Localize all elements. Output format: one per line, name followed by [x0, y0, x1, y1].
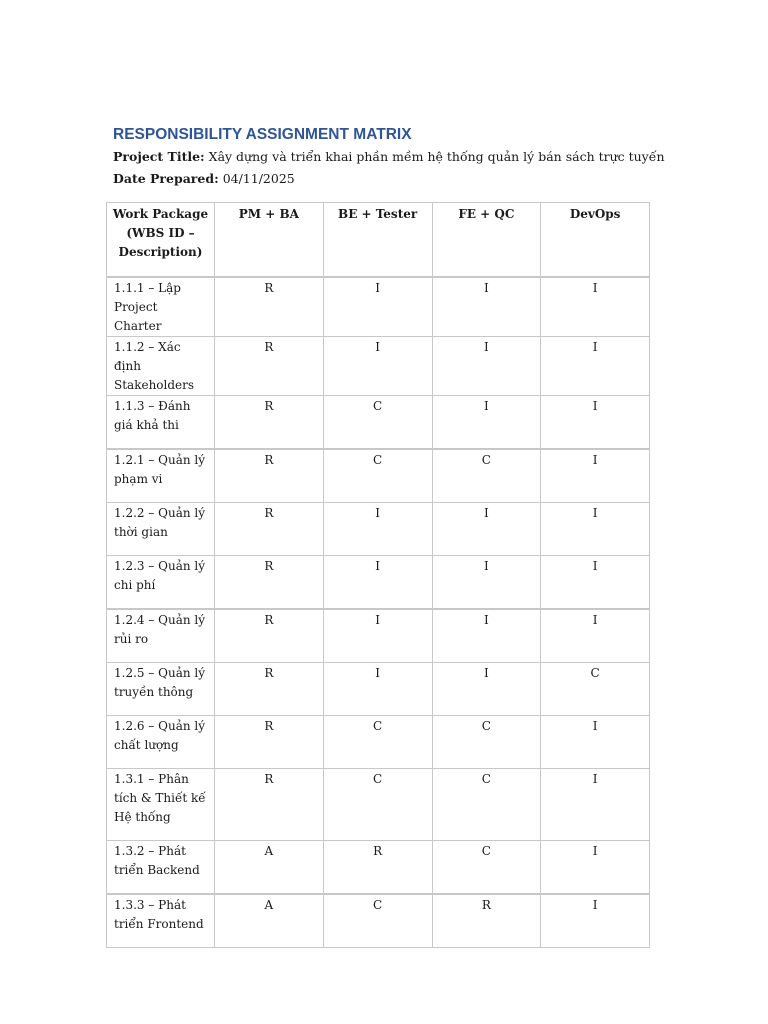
raci-cell: R [323, 841, 432, 895]
raci-cell: I [432, 663, 541, 716]
raci-cell: I [541, 769, 650, 841]
raci-cell: I [541, 716, 650, 769]
raci-cell: I [432, 337, 541, 396]
table-row [107, 663, 650, 716]
table-row [107, 503, 650, 556]
raci-cell: C [432, 769, 541, 841]
work-package-cell: 1.2.1 – Quản lý phạm vi [107, 449, 215, 503]
raci-cell: I [541, 609, 650, 663]
raci-cell: I [323, 609, 432, 663]
header-pm-ba: PM + BA [215, 203, 324, 278]
work-package-cell: 1.3.1 – Phân tích & Thiết kế Hệ thống [107, 769, 215, 841]
raci-cell: I [323, 277, 432, 337]
raci-cell: C [323, 716, 432, 769]
header-be-tester: BE + Tester [323, 203, 432, 278]
raci-cell: I [323, 337, 432, 396]
raci-cell: I [541, 894, 650, 948]
raci-cell: I [541, 277, 650, 337]
raci-cell: I [541, 396, 650, 450]
raci-cell: C [323, 396, 432, 450]
table-row [107, 396, 650, 450]
document-title: RESPONSIBILITY ASSIGNMENT MATRIX [113, 126, 412, 143]
header-devops: DevOps [541, 203, 650, 278]
work-package-cell: 1.2.6 – Quản lý chất lượng [107, 716, 215, 769]
project-title-label: Project Title: [113, 149, 205, 164]
raci-cell: I [323, 663, 432, 716]
project-title-value: Xây dựng và triển khai phần mềm hệ thống quản lý bán sách trực tuyến [208, 149, 665, 164]
raci-cell: I [323, 503, 432, 556]
table-row [107, 609, 650, 663]
date-prepared-label: Date Prepared: [113, 171, 219, 186]
raci-cell: I [323, 556, 432, 610]
raci-cell: R [432, 894, 541, 948]
responsibility-matrix-table [106, 202, 650, 948]
work-package-cell: 1.1.2 – Xác định Stakeholders [107, 337, 215, 396]
work-package-cell: 1.3.3 – Phát triển Frontend [107, 894, 215, 948]
table-row [107, 449, 650, 503]
raci-cell: I [432, 609, 541, 663]
work-package-cell: 1.2.3 – Quản lý chi phí [107, 556, 215, 610]
raci-cell: R [215, 609, 324, 663]
raci-cell: R [215, 449, 324, 503]
raci-cell: C [432, 449, 541, 503]
table-row [107, 277, 650, 337]
table-row [107, 716, 650, 769]
raci-cell: C [432, 716, 541, 769]
raci-cell: R [215, 769, 324, 841]
raci-cell: R [215, 396, 324, 450]
raci-cell: I [541, 841, 650, 895]
table-row [107, 337, 650, 396]
raci-cell: I [541, 449, 650, 503]
raci-cell: I [541, 556, 650, 610]
work-package-cell: 1.2.2 – Quản lý thời gian [107, 503, 215, 556]
raci-cell: R [215, 503, 324, 556]
project-title-line [113, 146, 665, 168]
raci-cell: I [541, 503, 650, 556]
raci-cell: A [215, 894, 324, 948]
raci-cell: I [432, 277, 541, 337]
raci-cell: I [432, 396, 541, 450]
table-row [107, 556, 650, 610]
raci-cell: C [323, 894, 432, 948]
raci-cell: C [432, 841, 541, 895]
raci-cell: R [215, 277, 324, 337]
table-row [107, 769, 650, 841]
raci-cell: I [432, 503, 541, 556]
document-page [106, 124, 665, 948]
raci-cell: R [215, 716, 324, 769]
work-package-cell: 1.2.5 – Quản lý truyền thông [107, 663, 215, 716]
work-package-cell: 1.1.3 – Đánh giá khả thi [107, 396, 215, 450]
work-package-cell: 1.3.2 – Phát triển Backend [107, 841, 215, 895]
raci-cell: R [215, 337, 324, 396]
raci-cell: A [215, 841, 324, 895]
raci-cell: C [323, 769, 432, 841]
raci-cell: C [323, 449, 432, 503]
raci-cell: R [215, 663, 324, 716]
raci-cell: C [541, 663, 650, 716]
raci-cell: I [541, 337, 650, 396]
header-fe-qc: FE + QC [432, 203, 541, 278]
header-work-package: Work Package (WBS ID – Description) [107, 203, 215, 278]
raci-cell: R [215, 556, 324, 610]
date-prepared-value: 04/11/2025 [222, 171, 295, 186]
table-row [107, 841, 650, 895]
table-row [107, 894, 650, 948]
work-package-cell: 1.2.4 – Quản lý rủi ro [107, 609, 215, 663]
date-prepared-line [113, 168, 650, 190]
table-header-row [107, 203, 650, 278]
work-package-cell: 1.1.1 – Lập Project Charter [107, 277, 215, 337]
raci-cell: I [432, 556, 541, 610]
